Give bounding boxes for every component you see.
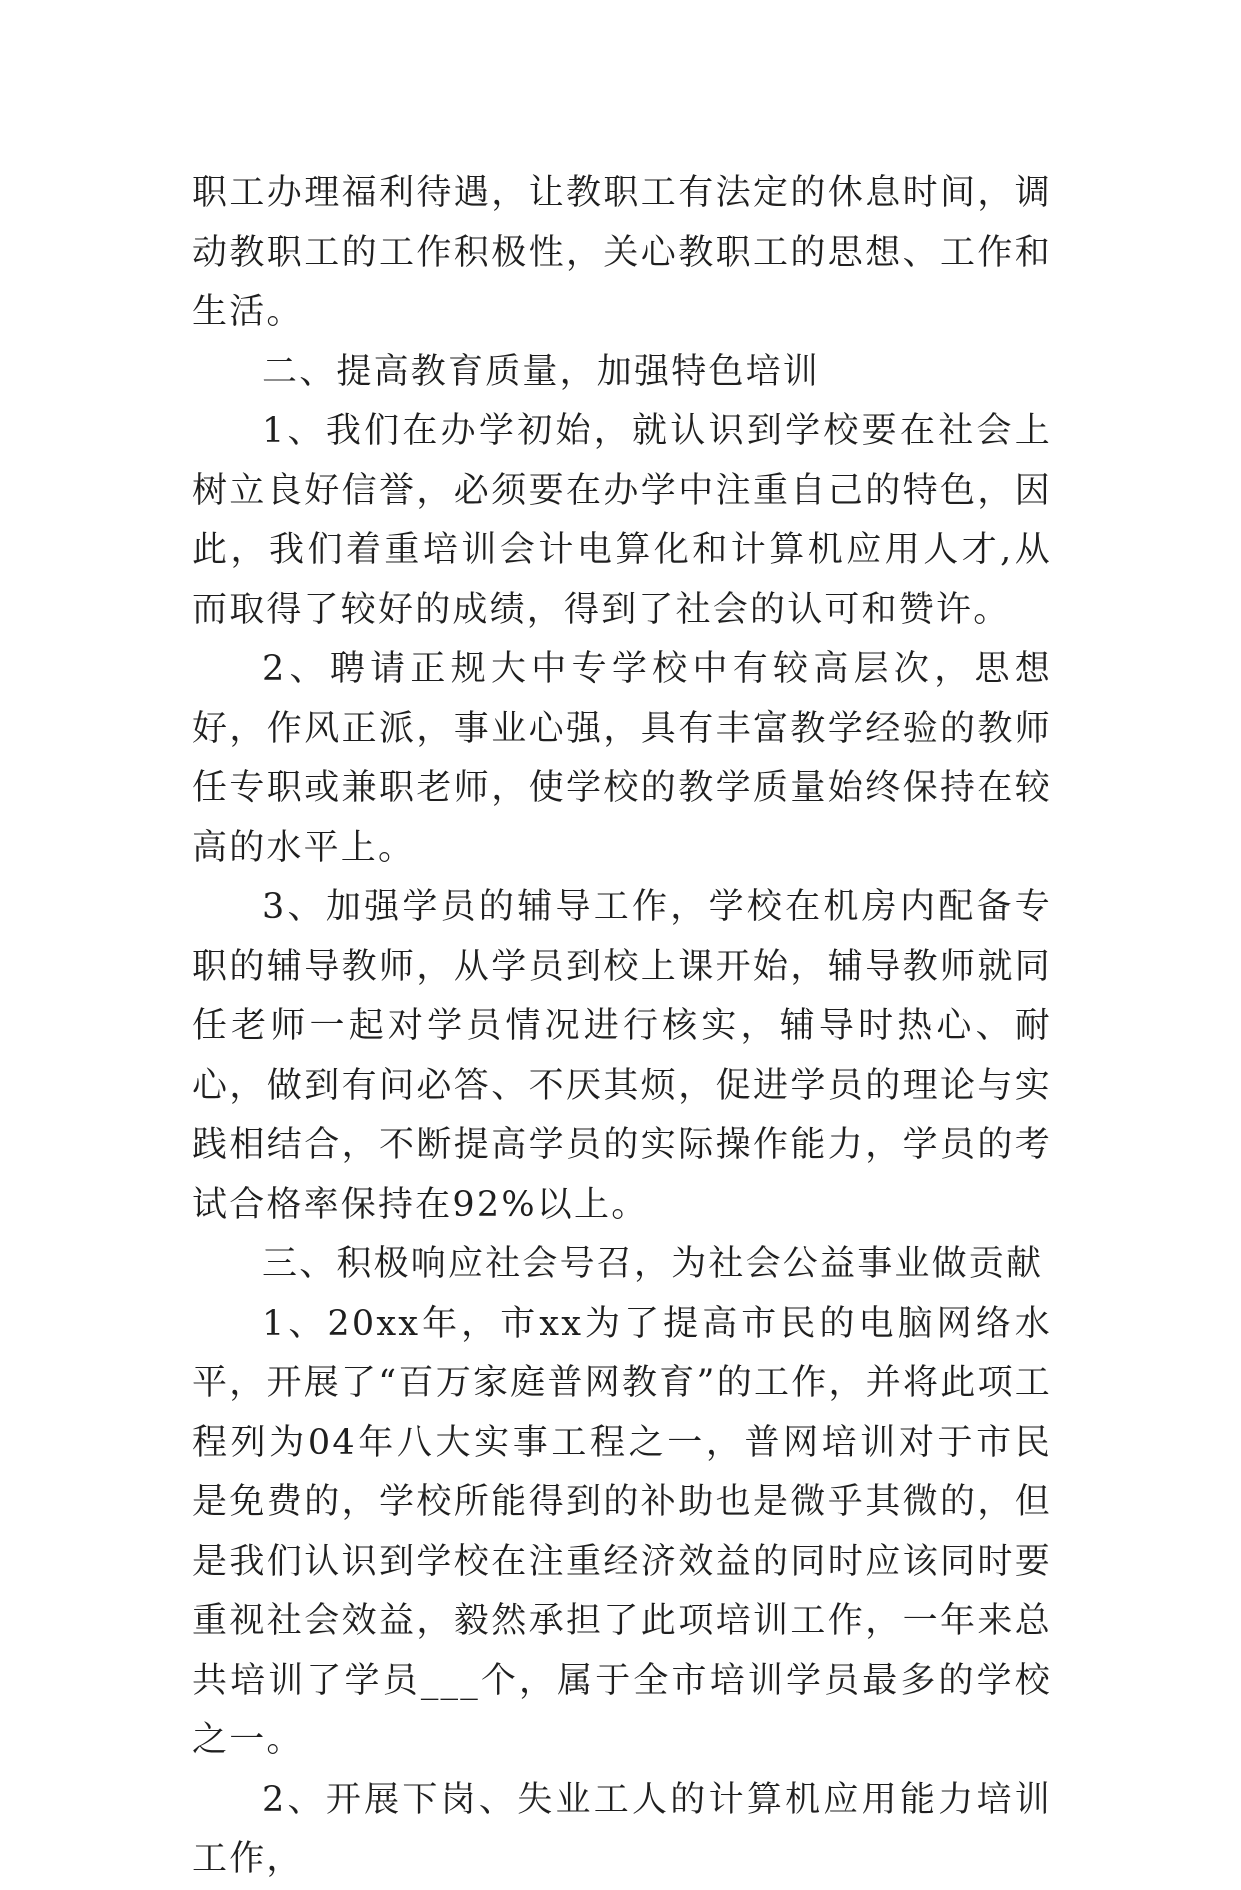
paragraph-school-reputation: 1、我们在办学初始，就认识到学校要在社会上树立良好信誉，必须要在办学中注重自己的特色，因此，我们着重培训会计电算化和计算机应用人才,从而取得了较好的成绩，得到了社会的认可和赞许。	[192, 411, 1052, 630]
paragraph-reemployment-training: 2、开展下岗、失业工人的计算机应用能力培训工作，	[192, 1779, 1052, 1879]
paragraph-welfare: 职工办理福利待遇，让教职工有法定的休息时间，调动教职工的工作积极性，关心教职工的思想、工作和生活。	[192, 173, 1052, 332]
section-heading-education-quality: 二、提高教育质量，加强特色培训	[262, 351, 821, 392]
paragraph-teacher-hiring: 2、聘请正规大中专学校中有较高层次，思想好，作风正派，事业心强，具有丰富教学经验的教师任专职或兼职老师，使学校的教学质量始终保持在较高的水平上。	[192, 649, 1052, 868]
paragraph-student-tutoring: 3、加强学员的辅导工作，学校在机房内配备专职的辅导教师，从学员到校上课开始，辅导教师就同任老师一起对学员情况进行核实，辅导时热心、耐心，做到有问必答、不厌其烦，促进学员的理论与实践相结合，不断提高学员的实际操作能力，学员的考试合格率保持在92%以上。	[192, 887, 1052, 1225]
section-heading-public-welfare: 三、积极响应社会号召，为社会公益事业做贡献	[262, 1244, 1044, 1284]
document-body	[192, 164, 1052, 1890]
paragraph-internet-education: 1、20xx年，市xx为了提高市民的电脑网络水平，开展了“百万家庭普网教育”的工作，并将此项工程列为04年八大实事工程之一，普网培训对于市民是免费的，学校所能得到的补助也是微乎其微的，但是我们认识到学校在注重经济效益的同时应该同时要重视社会效益，毅然承担了此项培训工作，一年来总共培训了学员___个，属于全市培训学员最多的学校之一。	[192, 1303, 1052, 1760]
